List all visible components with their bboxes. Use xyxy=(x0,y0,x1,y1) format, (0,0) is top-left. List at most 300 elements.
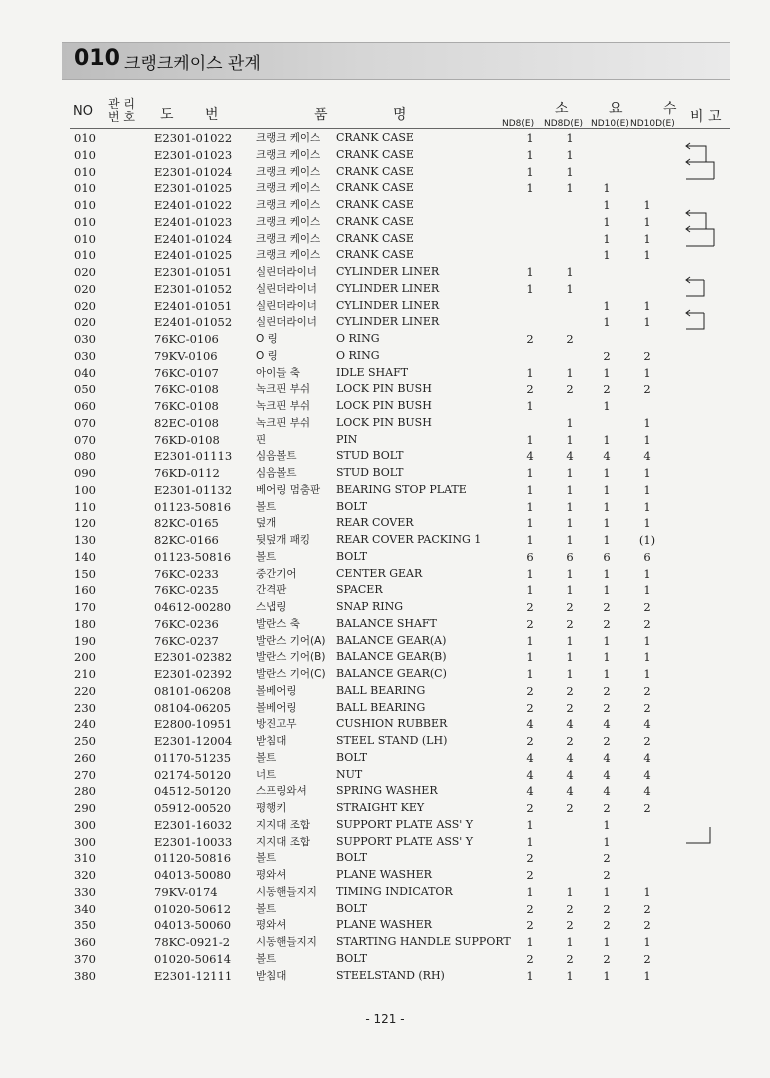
korean-name-cell: 방진고무 xyxy=(256,718,297,731)
page-number: - 121 - xyxy=(365,1012,405,1026)
quantity-cell: 2 xyxy=(603,951,611,966)
part-number-cell: E2301-02392 xyxy=(154,667,233,681)
no-cell: 010 xyxy=(74,231,96,246)
quantity-cell: 2 xyxy=(643,683,651,698)
table-row xyxy=(0,767,770,784)
part-number-cell: E2401-01025 xyxy=(154,248,233,263)
quantity-cell: 2 xyxy=(603,600,611,614)
no-cell: 240 xyxy=(74,717,96,732)
header-divider xyxy=(70,128,730,129)
korean-name-cell: 시동핸들지지 xyxy=(256,936,317,948)
table-row xyxy=(0,733,770,750)
korean-name-cell: 너트 xyxy=(256,768,277,781)
quantity-cell: 1 xyxy=(526,834,534,849)
quantity-cell: 1 xyxy=(643,248,651,263)
table-row xyxy=(0,415,770,432)
korean-name-cell: 볼트 xyxy=(256,952,277,965)
quantity-cell: 2 xyxy=(566,901,574,916)
section-code: 010 xyxy=(74,46,120,71)
quantity-cell: 1 xyxy=(603,482,611,497)
no-cell: 100 xyxy=(74,482,96,497)
quantity-cell: 1 xyxy=(603,516,611,531)
table-row xyxy=(0,482,770,499)
korean-name-cell: 크랭크 케이스 xyxy=(256,249,321,262)
english-name-cell: STEEL STAND (LH) xyxy=(336,734,448,747)
quantity-cell: 2 xyxy=(566,700,574,715)
part-number-cell: E2301-01132 xyxy=(154,482,233,497)
table-row xyxy=(0,700,770,717)
quantity-cell: 1 xyxy=(566,499,574,514)
table-row xyxy=(0,348,770,365)
korean-name-cell: 볼트 xyxy=(256,902,277,915)
korean-name-cell: O 링 xyxy=(256,333,278,345)
korean-name-cell: 평와셔 xyxy=(256,919,287,932)
quantity-cell: 1 xyxy=(643,231,651,246)
quantity-cell: 1 xyxy=(526,399,534,413)
quantity-cell: 2 xyxy=(643,734,651,748)
section-header-bar xyxy=(62,42,730,80)
english-name-cell: STRAIGHT KEY xyxy=(336,801,425,814)
quantity-cell: 1 xyxy=(526,131,534,145)
no-cell: 260 xyxy=(74,750,96,765)
korean-name-cell: 핀 xyxy=(256,433,267,446)
part-number-cell: 76KC-0237 xyxy=(154,633,219,648)
korean-name-cell: 녹크핀 부쉬 xyxy=(256,416,311,429)
korean-name-cell: 실린더라이너 xyxy=(256,299,317,312)
part-number-cell: E2800-10951 xyxy=(154,717,233,732)
quantity-cell: (1) xyxy=(638,533,656,547)
korean-name-cell: 크랭크 케이스 xyxy=(256,182,321,195)
table-row xyxy=(0,884,770,901)
quantity-cell: 1 xyxy=(603,365,611,380)
quantity-cell: 2 xyxy=(643,348,651,363)
quantity-cell: 2 xyxy=(566,801,574,815)
quantity-cell: 1 xyxy=(566,281,574,296)
english-name-cell: CUSHION RUBBER xyxy=(336,717,448,731)
quantity-cell: 1 xyxy=(526,466,534,480)
part-number-cell: 02174-50120 xyxy=(154,767,232,782)
english-name-cell: BOLT xyxy=(336,499,368,513)
no-cell: 220 xyxy=(74,683,96,698)
quantity-cell: 1 xyxy=(526,164,534,179)
quantity-cell: 1 xyxy=(526,365,534,380)
no-cell: 010 xyxy=(74,248,96,263)
part-number-cell: 01170-51235 xyxy=(154,750,232,765)
quantity-cell: 1 xyxy=(603,935,611,949)
part-number-cell: E2401-01024 xyxy=(154,231,233,246)
no-cell: 020 xyxy=(74,281,96,296)
part-number-cell: 76KC-0236 xyxy=(154,616,219,631)
column-header-quantity: 소 요 수 xyxy=(555,101,695,117)
no-cell: 020 xyxy=(74,298,96,313)
english-name-cell: TIMING INDICATOR xyxy=(336,884,453,898)
quantity-cell: 4 xyxy=(603,767,611,782)
table-row xyxy=(0,599,770,616)
english-name-cell: BALANCE GEAR(B) xyxy=(336,650,447,664)
reference-bracket-icon-300 xyxy=(684,825,714,847)
quantity-cell: 2 xyxy=(643,382,651,397)
part-number-cell: E2301-01023 xyxy=(154,147,233,162)
english-name-cell: SNAP RING xyxy=(336,600,404,613)
part-number-cell: 79KV-0106 xyxy=(154,348,218,363)
no-cell: 030 xyxy=(74,332,96,346)
korean-name-cell: 시동핸들지지 xyxy=(256,885,317,898)
column-header-model-3: ND10(E) xyxy=(591,119,629,129)
table-row xyxy=(0,549,770,566)
quantity-cell: 1 xyxy=(526,482,534,497)
korean-name-cell: 녹크핀 부쉬 xyxy=(256,400,311,412)
english-name-cell: O RING xyxy=(336,332,380,345)
no-cell: 280 xyxy=(74,784,96,799)
quantity-cell: 1 xyxy=(643,633,651,648)
part-number-cell: 79KV-0174 xyxy=(154,884,218,899)
quantity-cell: 1 xyxy=(566,516,574,531)
quantity-cell: 1 xyxy=(643,884,651,899)
quantity-cell: 1 xyxy=(566,566,574,581)
quantity-cell: 1 xyxy=(643,482,651,497)
quantity-cell: 1 xyxy=(526,583,534,598)
quantity-cell: 4 xyxy=(643,767,651,782)
quantity-cell: 1 xyxy=(603,650,611,665)
section-title: 크랭크케이스 관계 xyxy=(124,54,261,74)
english-name-cell: BEARING STOP PLATE xyxy=(336,482,467,496)
quantity-cell: 1 xyxy=(603,315,611,330)
korean-name-cell: O 링 xyxy=(256,349,278,362)
part-number-cell: 01020-50612 xyxy=(154,901,232,916)
quantity-cell: 4 xyxy=(526,767,534,782)
english-name-cell: BOLT xyxy=(336,951,368,965)
part-number-cell: 82EC-0108 xyxy=(154,415,219,430)
part-number-cell: E2301-01113 xyxy=(154,449,233,464)
quantity-cell: 4 xyxy=(603,784,611,799)
quantity-cell: 2 xyxy=(643,700,651,715)
korean-name-cell: 평와셔 xyxy=(256,869,287,881)
korean-name-cell: 지지대 조합 xyxy=(256,835,311,848)
column-header-no: NO xyxy=(73,104,93,119)
part-number-cell: E2301-12111 xyxy=(154,968,233,983)
quantity-cell: 1 xyxy=(643,415,651,430)
english-name-cell: SPRING WASHER xyxy=(336,784,438,798)
quantity-cell: 1 xyxy=(526,181,534,196)
no-cell: 210 xyxy=(74,667,96,681)
korean-name-cell: 크랭크 케이스 xyxy=(256,148,321,161)
column-header-remark: 비 고 xyxy=(690,109,722,125)
quantity-cell: 4 xyxy=(643,449,651,464)
column-header-name-1: 품 xyxy=(314,107,328,123)
quantity-cell: 2 xyxy=(566,600,574,614)
part-number-cell: 76KC-0108 xyxy=(154,399,219,413)
english-name-cell: BOLT xyxy=(336,549,368,563)
table-row xyxy=(0,683,770,700)
quantity-cell: 4 xyxy=(566,767,574,782)
no-cell: 230 xyxy=(74,700,96,715)
part-number-cell: 04013-50080 xyxy=(154,868,232,882)
part-number-cell: 01020-50614 xyxy=(154,951,232,966)
quantity-cell: 1 xyxy=(603,248,611,263)
table-row xyxy=(0,247,770,264)
column-header-mgmt: 관 리 번 호 xyxy=(108,97,135,124)
english-name-cell: CRANK CASE xyxy=(336,214,414,228)
table-row xyxy=(0,381,770,398)
quantity-cell: 1 xyxy=(603,399,611,413)
english-name-cell: CENTER GEAR xyxy=(336,566,423,580)
quantity-cell: 1 xyxy=(566,131,574,145)
part-number-cell: E2401-01023 xyxy=(154,214,233,229)
table-row xyxy=(0,398,770,415)
quantity-cell: 1 xyxy=(526,968,534,983)
column-header-drawing-2: 번 xyxy=(205,107,219,123)
table-row xyxy=(0,164,770,181)
quantity-cell: 1 xyxy=(526,633,534,648)
part-number-cell: E2301-01024 xyxy=(154,164,233,179)
quantity-cell: 1 xyxy=(643,298,651,313)
english-name-cell: LOCK PIN BUSH xyxy=(336,382,432,396)
quantity-cell: 4 xyxy=(526,449,534,464)
english-name-cell: BOLT xyxy=(336,851,368,865)
quantity-cell: 1 xyxy=(566,147,574,162)
quantity-cell: 2 xyxy=(603,801,611,815)
korean-name-cell: 뒷덮개 패킹 xyxy=(256,534,311,546)
table-row xyxy=(0,867,770,884)
korean-name-cell: 크랭크 케이스 xyxy=(256,199,321,211)
no-cell: 020 xyxy=(74,315,96,330)
table-row xyxy=(0,532,770,549)
no-cell: 010 xyxy=(74,164,96,179)
quantity-cell: 1 xyxy=(566,650,574,665)
no-cell: 120 xyxy=(74,516,96,531)
korean-name-cell: 발란스 기어(A) xyxy=(256,634,326,647)
korean-name-cell: 간격판 xyxy=(256,584,287,597)
quantity-cell: 1 xyxy=(603,667,611,681)
quantity-cell: 1 xyxy=(603,432,611,447)
table-row xyxy=(0,666,770,683)
table-row xyxy=(0,281,770,298)
quantity-cell: 1 xyxy=(603,834,611,849)
table-row xyxy=(0,566,770,583)
part-number-cell: E2301-12004 xyxy=(154,734,233,748)
quantity-cell: 1 xyxy=(643,667,651,681)
quantity-cell: 6 xyxy=(603,549,611,564)
korean-name-cell: 발란스 기어(C) xyxy=(256,668,326,680)
table-row xyxy=(0,465,770,482)
part-number-cell: 01120-50816 xyxy=(154,851,232,866)
quantity-cell: 2 xyxy=(643,801,651,815)
english-name-cell: LOCK PIN BUSH xyxy=(336,415,432,429)
table-row xyxy=(0,951,770,968)
korean-name-cell: 스냅링 xyxy=(256,601,287,613)
quantity-cell: 2 xyxy=(526,918,534,933)
quantity-cell: 1 xyxy=(526,516,534,531)
korean-name-cell: 볼트 xyxy=(256,852,277,865)
quantity-cell: 1 xyxy=(566,583,574,598)
table-row xyxy=(0,934,770,951)
quantity-cell: 1 xyxy=(643,516,651,531)
korean-name-cell: 볼트 xyxy=(256,550,277,563)
no-cell: 090 xyxy=(74,466,96,480)
english-name-cell: CYLINDER LINER xyxy=(336,281,440,295)
quantity-cell: 1 xyxy=(526,884,534,899)
part-number-cell: E2401-01022 xyxy=(154,198,233,212)
quantity-cell: 2 xyxy=(566,382,574,397)
part-number-cell: E2401-01051 xyxy=(154,298,233,313)
table-row xyxy=(0,197,770,214)
quantity-cell: 1 xyxy=(566,181,574,196)
quantity-cell: 1 xyxy=(566,884,574,899)
quantity-cell: 2 xyxy=(526,901,534,916)
english-name-cell: BALL BEARING xyxy=(336,683,426,697)
table-row xyxy=(0,448,770,465)
quantity-cell: 2 xyxy=(526,734,534,748)
table-row xyxy=(0,850,770,867)
quantity-cell: 6 xyxy=(643,549,651,564)
quantity-cell: 2 xyxy=(526,600,534,614)
korean-name-cell: 심음볼트 xyxy=(256,450,297,463)
part-number-cell: 01123-50816 xyxy=(154,549,232,564)
part-number-cell: 01123-50816 xyxy=(154,499,232,514)
no-cell: 130 xyxy=(74,533,96,547)
quantity-cell: 1 xyxy=(566,633,574,648)
quantity-cell: 2 xyxy=(526,616,534,631)
quantity-cell: 1 xyxy=(526,281,534,296)
english-name-cell: PLANE WASHER xyxy=(336,918,432,932)
quantity-cell: 1 xyxy=(603,583,611,598)
quantity-cell: 2 xyxy=(526,332,534,346)
korean-name-cell: 실린더라이너 xyxy=(256,316,317,329)
reference-bracket-icons xyxy=(684,140,728,340)
korean-name-cell: 크랭크 케이스 xyxy=(256,132,321,144)
quantity-cell: 1 xyxy=(643,198,651,212)
part-number-cell: E2301-01051 xyxy=(154,265,233,279)
quantity-cell: 1 xyxy=(566,533,574,547)
table-row xyxy=(0,582,770,599)
quantity-cell: 1 xyxy=(603,884,611,899)
korean-name-cell: 실린더라이너 xyxy=(256,282,317,295)
table-row xyxy=(0,314,770,331)
quantity-cell: 2 xyxy=(603,734,611,748)
table-row xyxy=(0,817,770,834)
english-name-cell: STUD BOLT xyxy=(336,466,404,479)
no-cell: 010 xyxy=(74,147,96,162)
quantity-cell: 2 xyxy=(603,683,611,698)
table-row xyxy=(0,917,770,934)
english-name-cell: SPACER xyxy=(336,583,383,597)
part-number-cell: 76KC-0233 xyxy=(154,566,219,581)
quantity-cell: 1 xyxy=(643,583,651,598)
table-row xyxy=(0,147,770,164)
no-cell: 200 xyxy=(74,650,96,665)
part-number-cell: E2301-01025 xyxy=(154,181,233,196)
quantity-cell: 1 xyxy=(526,265,534,279)
table-row xyxy=(0,264,770,281)
english-name-cell: CYLINDER LINER xyxy=(336,265,440,278)
korean-name-cell: 크랭크 케이스 xyxy=(256,215,321,228)
quantity-cell: 2 xyxy=(603,348,611,363)
part-number-cell: 04612-00280 xyxy=(154,600,232,614)
part-number-cell: 76KD-0108 xyxy=(154,432,220,447)
table-row xyxy=(0,616,770,633)
quantity-cell: 1 xyxy=(526,533,534,547)
table-row xyxy=(0,633,770,650)
english-name-cell: BALANCE SHAFT xyxy=(336,616,437,630)
english-name-cell: CRANK CASE xyxy=(336,147,414,161)
part-number-cell: 76KC-0107 xyxy=(154,365,219,380)
english-name-cell: BALANCE GEAR(A) xyxy=(336,633,447,647)
quantity-cell: 2 xyxy=(643,951,651,966)
part-number-cell: E2301-01022 xyxy=(154,131,233,145)
part-number-cell: 82KC-0165 xyxy=(154,516,219,531)
korean-name-cell: 평행키 xyxy=(256,802,287,814)
korean-name-cell: 녹크핀 부쉬 xyxy=(256,383,311,396)
quantity-cell: 4 xyxy=(566,784,574,799)
no-cell: 170 xyxy=(74,600,96,614)
part-number-cell: 82KC-0166 xyxy=(154,533,219,547)
quantity-cell: 2 xyxy=(566,683,574,698)
quantity-cell: 2 xyxy=(526,951,534,966)
korean-name-cell: 베어링 멈춤판 xyxy=(256,483,321,496)
no-cell: 180 xyxy=(74,616,96,631)
part-number-cell: 78KC-0921-2 xyxy=(154,935,231,949)
table-row xyxy=(0,231,770,248)
english-name-cell: CRANK CASE xyxy=(336,164,414,178)
quantity-cell: 2 xyxy=(643,600,651,614)
no-cell: 150 xyxy=(74,566,96,581)
quantity-cell: 4 xyxy=(603,449,611,464)
quantity-cell: 1 xyxy=(643,466,651,480)
korean-name-cell: 발란스 축 xyxy=(256,617,300,630)
korean-name-cell: 볼베어링 xyxy=(256,701,297,714)
quantity-cell: 4 xyxy=(603,717,611,732)
quantity-cell: 2 xyxy=(603,868,611,882)
english-name-cell: CYLINDER LINER xyxy=(336,298,440,312)
quantity-cell: 4 xyxy=(566,449,574,464)
korean-name-cell: 스프링와셔 xyxy=(256,785,307,798)
english-name-cell: REAR COVER xyxy=(336,516,414,530)
quantity-cell: 1 xyxy=(603,817,611,832)
quantity-cell: 1 xyxy=(643,315,651,330)
korean-name-cell: 덮개 xyxy=(256,517,277,530)
table-row xyxy=(0,750,770,767)
table-row xyxy=(0,499,770,516)
english-name-cell: BOLT xyxy=(336,901,368,915)
quantity-cell: 6 xyxy=(566,549,574,564)
korean-name-cell: 볼베어링 xyxy=(256,684,297,697)
english-name-cell: NUT xyxy=(336,767,363,781)
korean-name-cell: 받침대 xyxy=(256,735,287,747)
column-header-model-2: ND8D(E) xyxy=(544,119,584,129)
english-name-cell: STARTING HANDLE SUPPORT xyxy=(336,935,511,948)
korean-name-cell: 크랭크 케이스 xyxy=(256,165,321,178)
no-cell: 010 xyxy=(74,181,96,196)
no-cell: 300 xyxy=(74,834,96,849)
part-number-cell: E2301-10033 xyxy=(154,834,233,849)
quantity-cell: 1 xyxy=(566,667,574,681)
english-name-cell: BALANCE GEAR(C) xyxy=(336,667,447,680)
table-row xyxy=(0,130,770,147)
quantity-cell: 2 xyxy=(566,734,574,748)
quantity-cell: 2 xyxy=(603,901,611,916)
table-row xyxy=(0,968,770,985)
table-row xyxy=(0,365,770,382)
quantity-cell: 2 xyxy=(526,700,534,715)
part-number-cell: 05912-00520 xyxy=(154,801,232,815)
quantity-cell: 1 xyxy=(603,968,611,983)
no-cell: 110 xyxy=(74,499,96,514)
english-name-cell: SUPPORT PLATE ASS' Y xyxy=(336,817,474,831)
no-cell: 380 xyxy=(74,968,96,983)
quantity-cell: 1 xyxy=(526,499,534,514)
no-cell: 370 xyxy=(74,951,96,966)
quantity-cell: 2 xyxy=(603,851,611,866)
